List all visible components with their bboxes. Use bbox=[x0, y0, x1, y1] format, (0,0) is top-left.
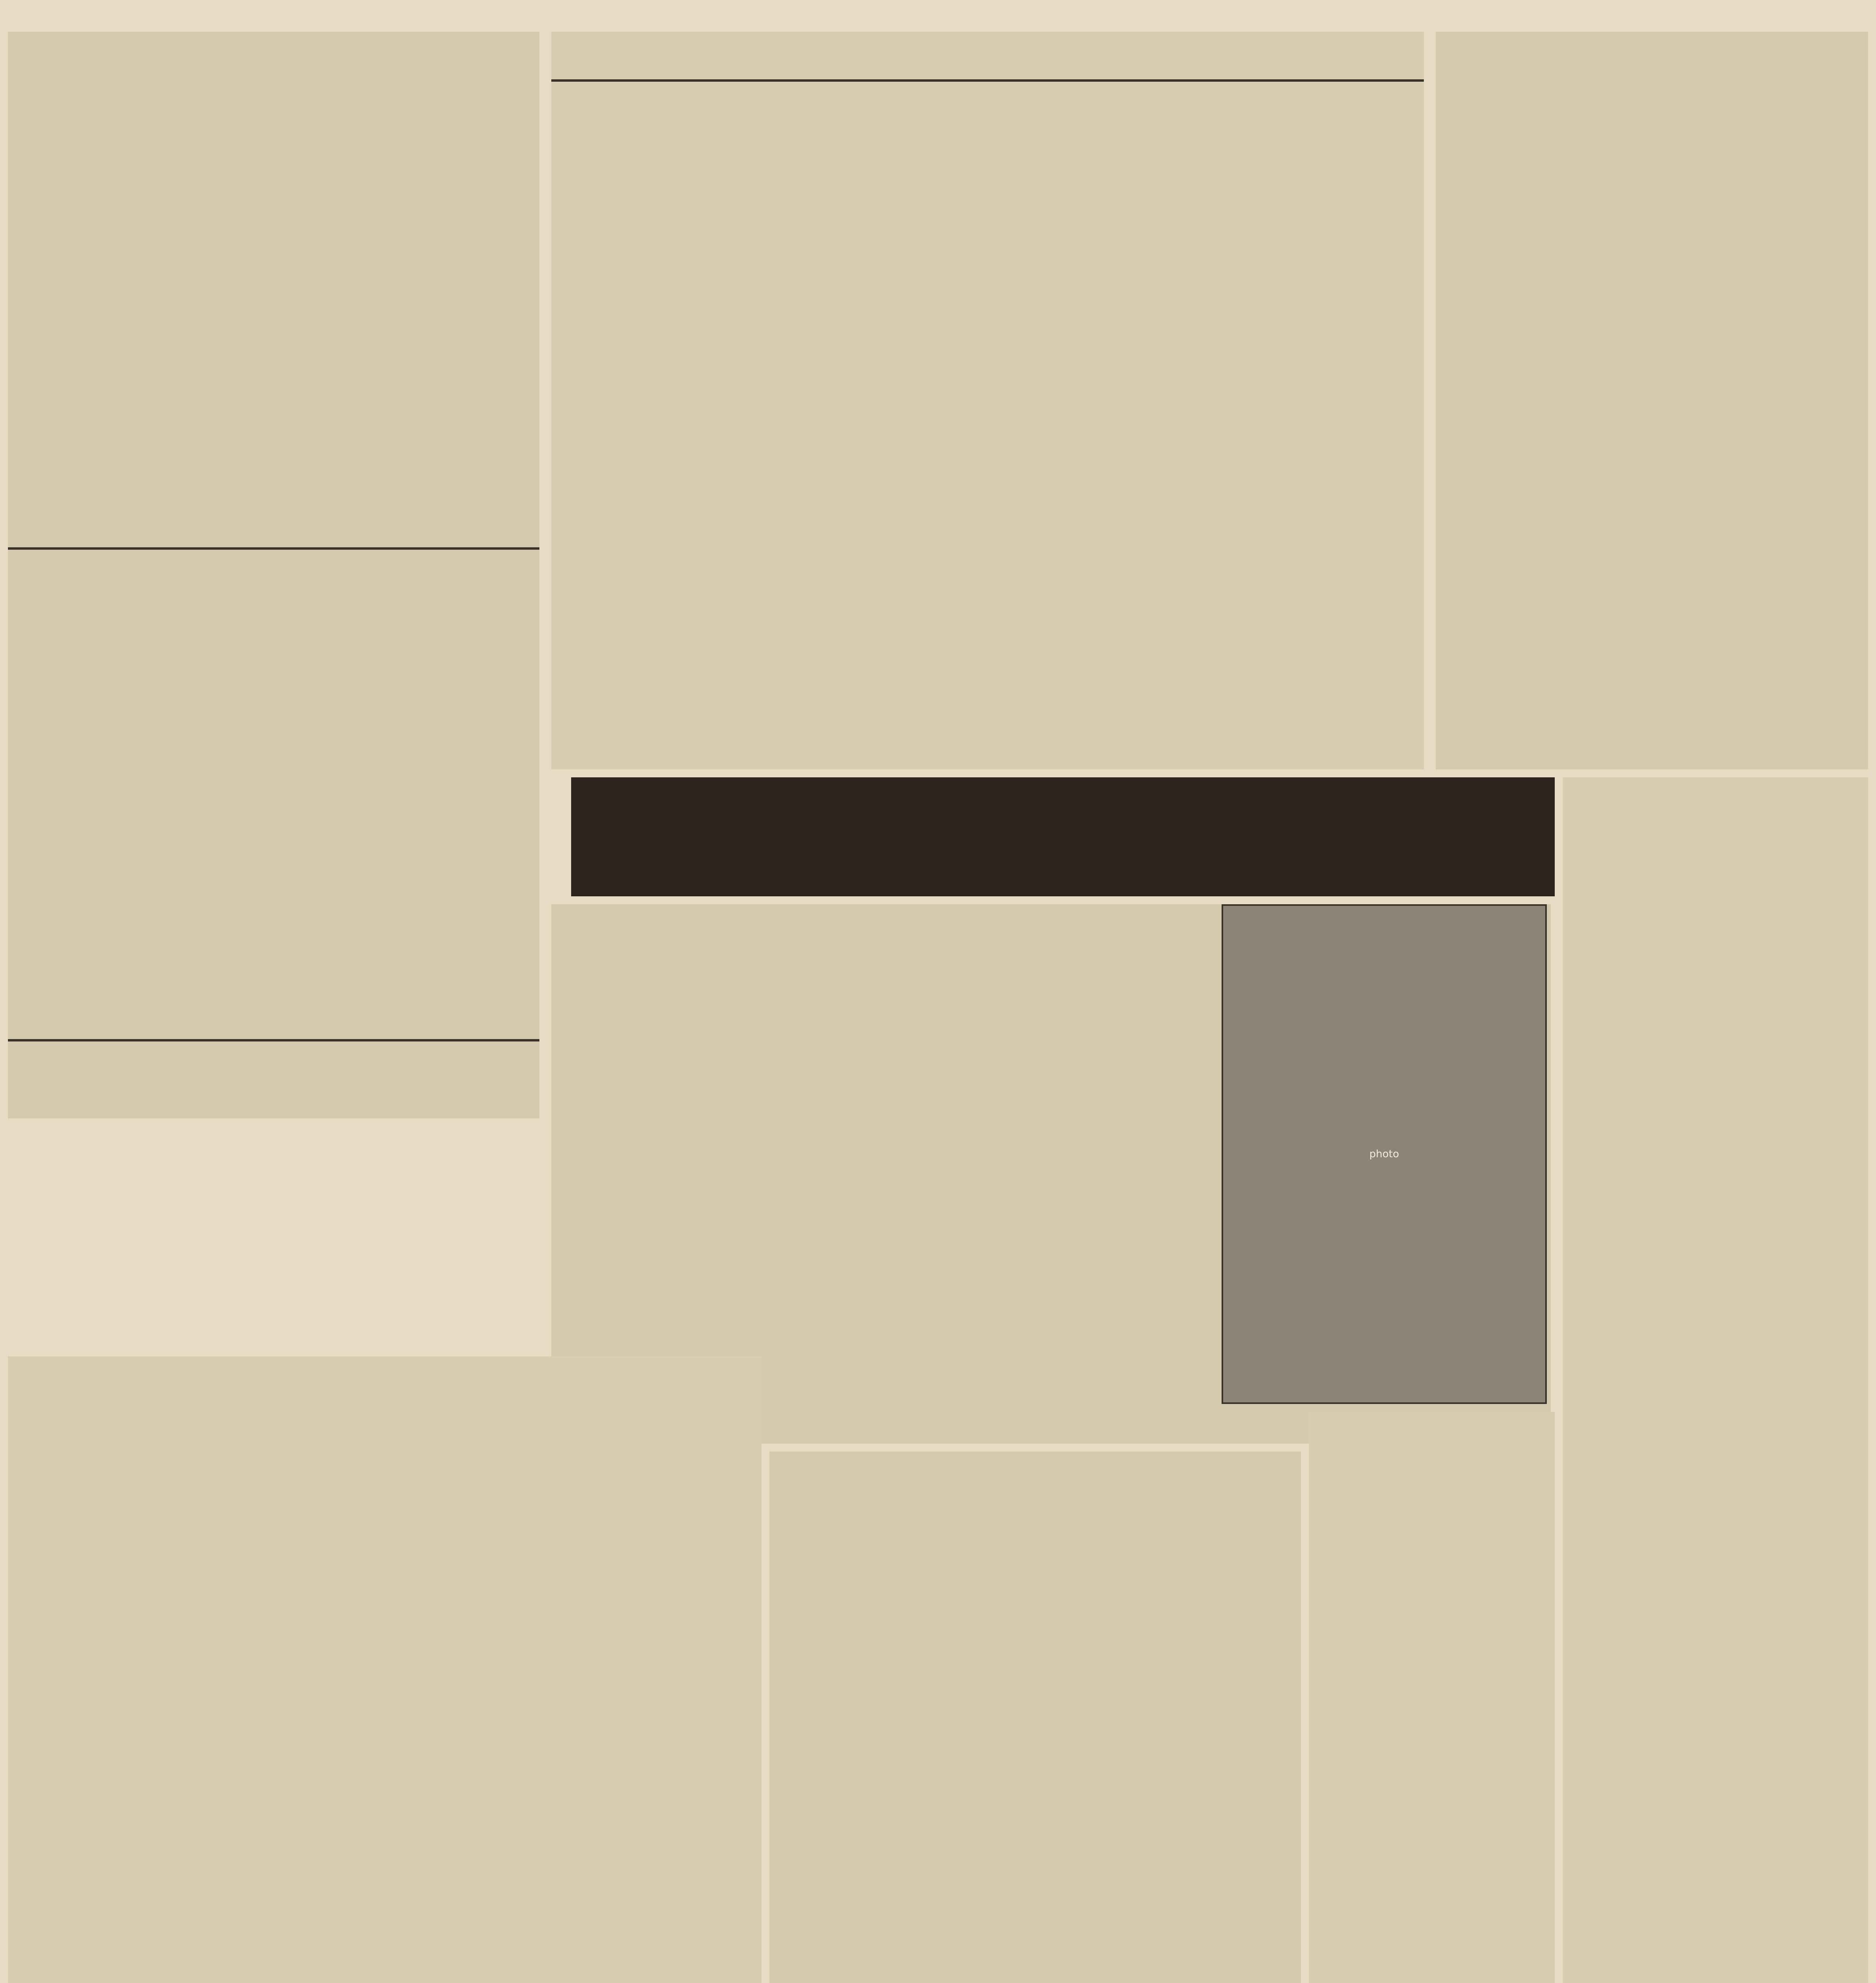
center-lower-block bbox=[769, 1452, 1301, 1983]
center-rule-top bbox=[551, 79, 1424, 82]
right-column-header bbox=[1563, 781, 1868, 861]
left-rule-1 bbox=[8, 547, 539, 550]
right-top-block bbox=[1436, 32, 1868, 769]
left-column-top bbox=[8, 32, 539, 1118]
news-photo-1: photo bbox=[1222, 904, 1547, 1404]
right-column-block bbox=[1563, 777, 1868, 1983]
center-top-header bbox=[551, 87, 1424, 206]
left-rule-2 bbox=[8, 1039, 539, 1041]
middle-banner-text bbox=[571, 777, 1555, 896]
left-column-header bbox=[8, 36, 539, 115]
right-lower-block bbox=[1309, 1412, 1555, 1983]
right-top-header bbox=[1436, 36, 1868, 83]
left-lower-header bbox=[8, 1400, 762, 1487]
